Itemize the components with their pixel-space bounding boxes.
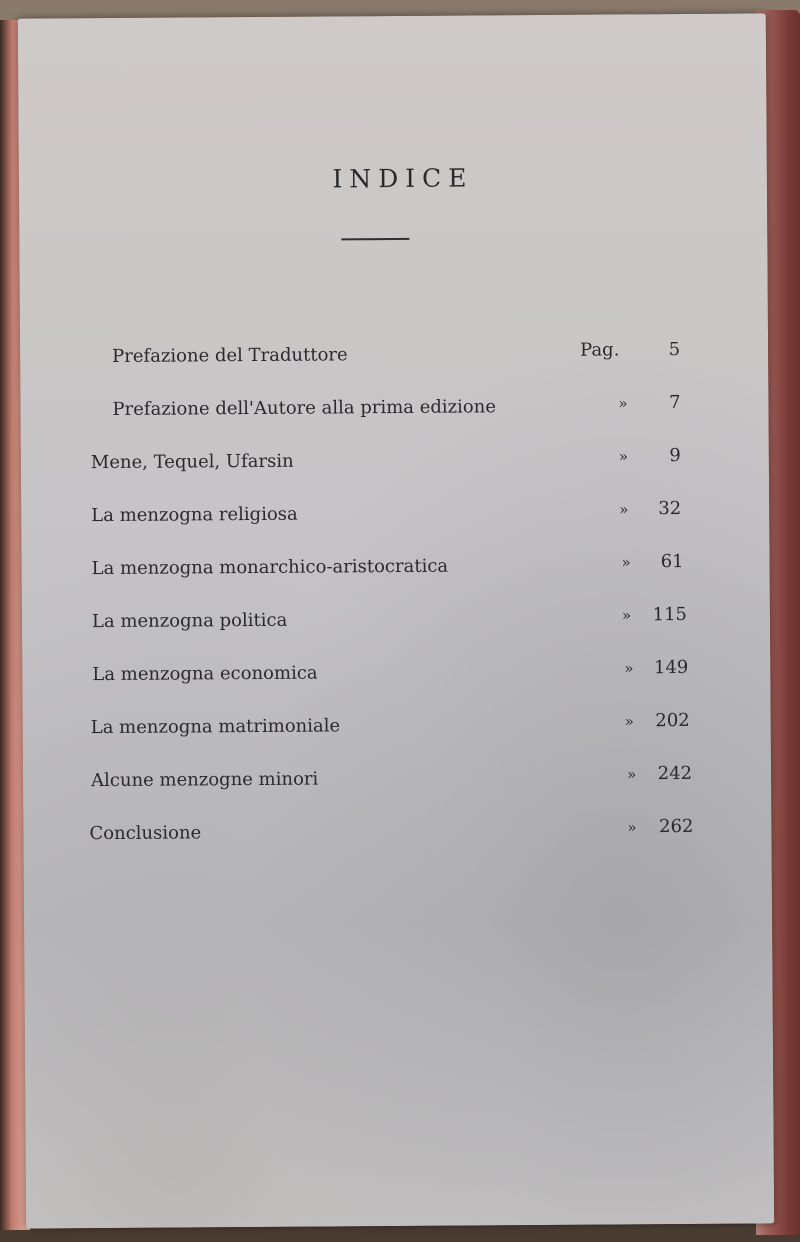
ditto-mark: » xyxy=(624,659,634,678)
ditto-mark: » xyxy=(621,553,631,572)
ditto-mark: » xyxy=(618,394,628,413)
toc-entry-page: 61 xyxy=(660,550,684,573)
ditto-mark: » xyxy=(619,500,629,519)
toc-entry-page: 32 xyxy=(658,498,682,520)
toc-entry-page: 5 xyxy=(668,339,681,361)
toc-entry-page: 262 xyxy=(659,815,694,838)
page-label: Pag. xyxy=(580,339,620,361)
ditto-mark: » xyxy=(621,606,632,625)
ditto-mark: » xyxy=(627,818,637,837)
table-of-contents xyxy=(18,13,774,1228)
ditto-mark: » xyxy=(618,447,629,466)
toc-entry-page: 7 xyxy=(668,392,681,414)
toc-entry-title: Mene, Tequel, Ufarsin xyxy=(90,450,294,474)
toc-entry-title: La menzogna economica xyxy=(92,662,318,686)
book-page xyxy=(18,13,774,1228)
toc-entry-title: Conclusione xyxy=(89,822,202,845)
toc-entry-title: Prefazione dell'Autore alla prima edizione xyxy=(112,396,497,420)
ditto-mark: » xyxy=(624,712,634,731)
toc-entry-page: 115 xyxy=(652,603,688,626)
toc-entry-title: Alcune menzogne minori xyxy=(91,768,319,792)
toc-entry-title: La menzogna politica xyxy=(91,609,288,633)
toc-entry-title: La menzogna monarchico-aristocratica xyxy=(91,555,449,580)
toc-entry-title: La menzogna religiosa xyxy=(91,503,298,527)
toc-entry-title: Prefazione del Traduttore xyxy=(112,344,348,367)
toc-entry-title: La menzogna matrimoniale xyxy=(90,715,341,739)
toc-entry-page: 242 xyxy=(657,762,693,785)
toc-entry-page: 202 xyxy=(655,709,690,732)
page-title: INDICE xyxy=(332,163,474,194)
toc-entry-page: 149 xyxy=(653,656,689,679)
toc-entry-page: 9 xyxy=(669,445,681,467)
ditto-mark: » xyxy=(627,765,637,784)
